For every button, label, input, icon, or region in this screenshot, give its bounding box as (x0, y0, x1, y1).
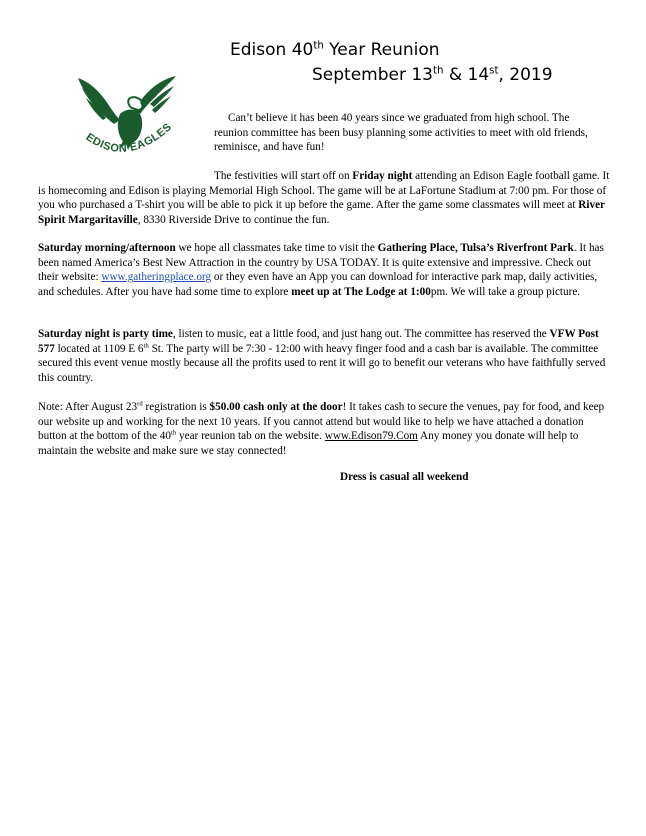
gathering-place-link[interactable]: www.gatheringplace.org (101, 271, 212, 284)
saturday-day-paragraph: Saturday morning/afternoon we hope all classmates take time to visit the Gathering Place, Tulsa’s Riverfront Park. It has been named America’s Best New Attraction in the country by USA TODAY. It is quite extensive and impressive. Check out their website: www.gatheringplace.org or they even have an App you can download for interactive park map, daily activities, and schedules. After you have had some time to explore meet up at The Lodge at 1:00pm. We will take a group picture. (38, 242, 604, 298)
edison-eagles-logo (76, 74, 180, 174)
event-dates: September 13th & 14st, 2019 (312, 65, 553, 85)
friday-paragraph: The festivities will start off on Friday night attending an Edison Eagle football game. It is homecoming and Edison is playing Memorial High School. The game will be at LaFortune Stadium at 7:00 pm. For those of you who purchased a T-shirt you will be able to pick it up before the game. After the game some classmates will meet at River Spirit Margaritaville, 8330 Riverside Drive to continue the fun. (38, 170, 610, 226)
edison79-link[interactable]: www.Edison79.Com (324, 430, 418, 443)
saturday-night-paragraph: Saturday night is party time, listen to music, eat a little food, and just hang out. The committee has reserved the VFW Post 577 located at 1109 E 6th St. The party will be 7:30 - 12:00 with heavy finger food and a cash bar is available. The committee secured this event venue mostly because all the profits used to rent it will go to benefit our veterans who have faithfully served this country. (38, 328, 606, 384)
page-title: Edison 40th Year Reunion (230, 40, 440, 60)
note-paragraph: Note: After August 23rd registration is $50.00 cash only at the door! It takes cash to secure the venues, pay for food, and keep our website up and working for the next 10 years. If you cannot attend but would like to help we have attached a donation button at the bottom of the 40th year reunion tab on the website. www.Edison79.Com Any money you donate will help to maintain the website and make sure we stay connected! (38, 400, 605, 457)
dress-code: Dress is casual all weekend (340, 471, 469, 483)
intro-paragraph: Can’t believe it has been 40 years since we graduated from high school. The reunion committee has been busy planning some activities to meet with old friends, reminisce, and have fun! (214, 112, 588, 154)
logo-text: EDISON EAGLES (83, 120, 175, 155)
